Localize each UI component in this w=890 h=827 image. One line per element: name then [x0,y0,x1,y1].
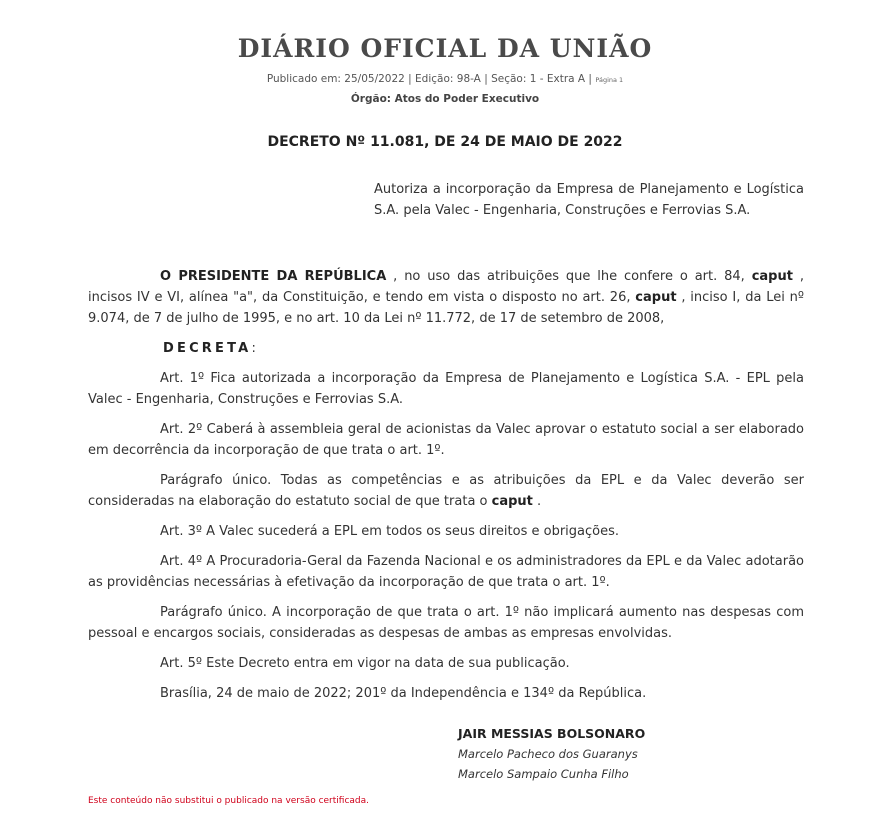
closing-line: Brasília, 24 de maio de 2022; 201º da Independência e 134º da República. [160,686,647,701]
article-4: Art. 4º A Procuradoria-Geral da Fazenda Nacional e os administradores da EPL e da Valec adotarão as providências necessárias à efetivação da incorporação de que trata o art. 1º. [88,554,804,590]
article-4-paragraph: Parágrafo único. A incorporação de que trata o art. 1º não implicará aumento nas despesas com pessoal e encargos sociais, consideradas as despesas de ambas as empresas envolvidas. [88,605,804,641]
preamble-caput-2: caput [635,290,677,305]
minister-signature-1: Marcelo Pacheco dos Guaranys [458,747,638,761]
preamble-paragraph [88,266,804,329]
minister-signature-2: Marcelo Sampaio Cunha Filho [458,767,629,781]
article-2: Art. 2º Caberá à assembleia geral de acionistas da Valec aprovar o estatuto social a ser elaborado em decorrência da incorporação de que trata o art. 1º. [88,422,804,458]
article-2-paragraph-end: . [532,494,542,509]
preamble-part2: , incisos IV e VI, alínea "a", da Constituição, e tendo em vista o disposto no art. 26, [88,269,804,305]
president-signature: JAIR MESSIAS BOLSONARO [458,726,646,741]
publication-info [0,73,890,85]
preamble-lead: O PRESIDENTE DA REPÚBLICA [160,269,387,284]
signature-block [458,724,798,784]
decree-body [88,266,804,713]
decreta-colon: : [251,341,256,356]
article-2-paragraph-text: Parágrafo único. Todas as competências e as atribuições da EPL e da Valec deverão ser consideradas na elaboração do estatuto social de que trata o [88,473,804,509]
orgao-label: Órgão: Atos do Poder Executivo [350,93,540,105]
article-3: Art. 3º A Valec sucederá a EPL em todos os seus direitos e obrigações. [160,524,620,539]
article-1: Art. 1º Fica autorizada a incorporação da Empresa de Planejamento e Logística S.A. - EPL pela Valec - Engenharia, Construções e Ferrovias S.A. [88,371,804,407]
article-5: Art. 5º Este Decreto entra em vigor na data de sua publicação. [160,656,570,671]
certification-disclaimer: Este conteúdo não substitui o publicado na versão certificada. [88,796,370,806]
preamble-part3: , inciso I, da Lei nº 9.074, de 7 de julho de 1995, e no art. 10 da Lei nº 11.772, de 17 de setembro de 2008, [88,290,805,326]
decreta-heading [88,338,804,359]
publication-details: Publicado em: 25/05/2022 | Edição: 98-A | Seção: 1 - Extra A | [266,73,592,85]
decreta-label: DECRETA [163,341,252,356]
page-reference: Página 1 [595,76,624,84]
article-2-paragraph [88,470,804,512]
preamble-caput-1: caput [751,269,793,284]
masthead-title: DIÁRIO OFICIAL DA UNIÃO [237,34,653,63]
decree-ementa: Autoriza a incorporação da Empresa de Planejamento e Logística S.A. pela Valec - Engenharia, Construções e Ferrovias S.A. [374,182,804,218]
preamble-part1: , no uso das atribuições que lhe confere o art. 84, [386,269,752,284]
article-2-paragraph-caput: caput [491,494,533,509]
decree-title: DECRETO Nº 11.081, DE 24 DE MAIO DE 2022 [267,134,623,150]
